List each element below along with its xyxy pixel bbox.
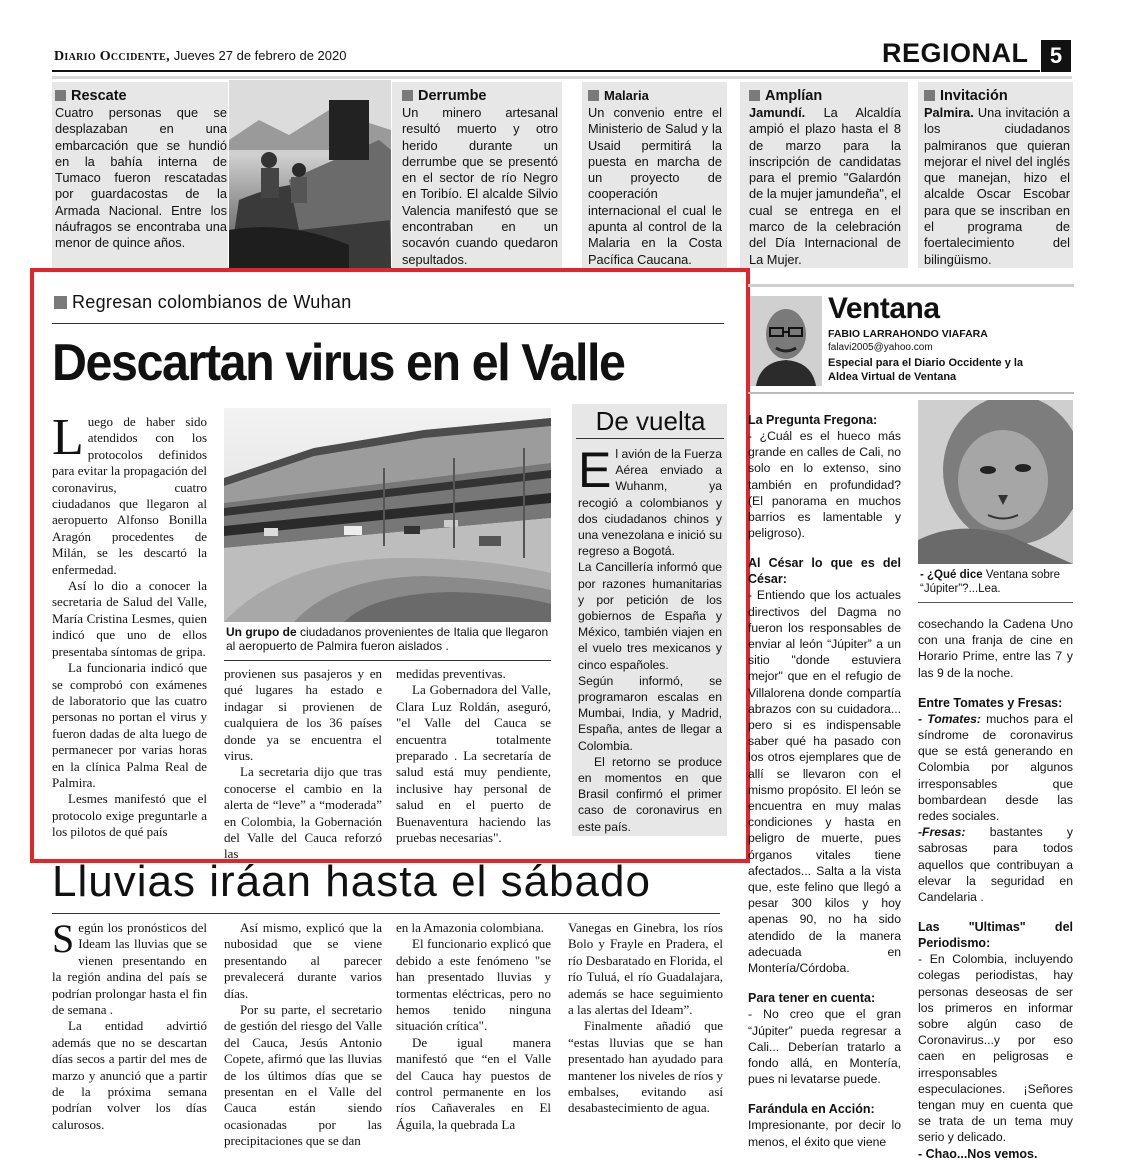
section-heading: La Pregunta Fregona: [748,413,878,427]
kicker-rule [52,323,724,324]
ventana-top-rule [748,284,1074,287]
paragraph: Impresionante, por decir lo menos, el éxito que viene [748,1118,901,1149]
header-rule [52,70,1040,72]
paragraph: Así lo dio a conocer la secretaria de Salud del Valle, María Cristina Lesmes, quien indicó que uno de ellos presentaba síntomas de gripa. [52,578,207,659]
caption-lead: Un grupo de [226,625,297,639]
square-bullet-icon [402,90,413,101]
lion-photo [918,400,1073,564]
paragraph: - Entiendo que los actuales directivos del Dagma no fueron los responsables de enviar al león “Júpiter” a un sitio "donde estuviera mejor" que en el refugio de Villalorena donde compartía abrazos con su cuidadora... pero si es indispensable saber qué ha pasado con los otros ejemplares que de allí se llevaron con el mismo propósito. El león se encuentra en muy malas condiciones y hasta en peligro de muerte, pues órganos vitales tiene afectados... Salta a la vista que, este felino que llegó a pesar 300 kilos y hoy apenas 90, no ha sido atendido de la manera adecuada en Montería/Córdoba. [748,588,901,976]
brief-title: Derrumbe [402,87,558,105]
paragraph: Así mismo, explicó que la nubosidad que se viene presentando al parecer prevalecerá durante varios días. [224,920,382,1001]
paragraph: La Cancillería informó que por razones humanitarias y por petición de los gobiernos de España y México, también viajen en el vuelo tres mexicanos y cinco españoles. [578,560,722,672]
brief-text: Una invitación a los ciudadanos palmiranos que quieran mejorar el nivel del inglés que manejan, hizo el alcalde Oscar Escobar para que se inscriban en el programa de foertalecimiento del bilingüismo. [924,105,1070,267]
brief-title: Rescate [55,87,227,105]
de-vuelta-text [578,442,722,835]
rescue-photo [229,80,391,268]
paragraph: medidas preventivas. [396,666,506,681]
square-bullet-icon [55,90,66,101]
de-vuelta-title: De vuelta [595,406,706,436]
dropcap: E [578,442,612,498]
main-headline: Descartan virus en el Valle [52,334,625,392]
paragraph: Vanegas en Ginebra, los ríos Bolo y Frayle en Pradera, el río Desbaratado en Florida, el río Tuluá, el río Guadalajara, además se hace seguimiento a las alertas del Ideam”. [568,920,723,1018]
brief-lead: Jamundí. [749,105,806,120]
ventana-author: FABIO LARRAHONDO VIAFARA [828,328,988,340]
boat-illustration [229,80,391,268]
brief-malaria [588,87,722,268]
byline-line: Especial para el Diario Occidente y la [828,357,1024,369]
paragraph: De igual manera manifestó que “en el Valle del Cauca hay puestos de control permanente en los ríos Cañaverales en El Águila, la quebrada La [396,1034,551,1132]
columnist-photo [750,296,822,386]
brief-title: Malaria [588,87,722,105]
rain-rule [52,913,720,914]
rain-col2 [224,920,382,1150]
dropcap: L [52,409,84,466]
brief-rescate [55,87,227,252]
section-heading: Farándula en Acción: [748,1102,875,1117]
ventana-title: Ventana [828,292,940,325]
paragraph: - En Colombia, incluyendo colegas periodistas, hay personas deseosas de ser los primeros en informar sobre algún caso de Coronavirus...y por eso caen en peligrosas e irresponsables especulaciones. ¡Señores tengan muy en cuenta que se trata de un tema muy serio y delicado. [918,952,1073,1145]
section-heading: Las "Ultimas" del Periodismo: [918,920,1073,951]
tag-tomates: - Tomates: [918,711,981,726]
issue-date: Jueves 27 de febrero de 2020 [173,48,347,63]
paragraph: l avión de la Fuerza Aérea enviado a Wuhanm, ya recogió a colombianos y dos ciudadanos chinos y una venezolana e inició su regreso a Bogotá. [578,447,722,559]
brief-lead: Palmira. [924,105,974,120]
square-bullet-icon [749,90,760,101]
paragraph: muchos para el síndrome de coronavirus que se está generando en Colombia por algunos irresponsables que bombardean desde las redes sociales. [918,711,1074,824]
paragraph: Lesmes manifestó que el protocolo exige preguntarle a los pilotos de qué país [52,791,207,840]
brief-title: Invitación [924,87,1070,105]
byline-line: Aldea Virtual de Ventana [828,371,957,383]
rain-col3 [396,920,551,1133]
caption-rule [224,660,551,661]
paragraph: - No creo que el gran “Júpiter” pueda regresar a Cali... Deberían tratarlo a fondo allá, en Montería, pues ni levatarse puede. [748,1007,901,1087]
paragraph: en la Amazonia colombiana. [396,920,545,935]
square-bullet-icon [924,90,935,101]
lion-caption [920,568,1074,596]
rain-col4 [568,920,723,1117]
paragraph: bastantes y sabrosas para todos aquellos que contribuyan a elevar la seguridad en Candelaria . [918,825,1073,905]
tag-fresas: -Fresas: [918,825,966,840]
ventana-byline [828,356,1023,384]
photo-caption [226,625,552,653]
lion-illustration [918,400,1073,564]
ventana-email: falavi2005@yahoo.com [828,342,933,353]
brief-text: La Alcaldía ampió el plazo hasta el 8 de marzo para la inscripción de candidatas para el premio "Galardón de la mujer jamundeña", el cual se entrega en el marco de la celebración del Día Internacional de La Mujer. [749,105,901,267]
section-title: REGIONAL [882,38,1029,68]
page-number: 5 [1041,40,1071,72]
ventana-col2 [918,616,1073,1162]
paragraph: La entidad advirtió además que no se descartan días secos a partir del mes de marzo y anunció que a partir de la próxima semana podrían volver los días calurosos. [52,1018,207,1132]
paragraph: La funcionaria indicó que se comprobó con exámenes de laboratorio que las cuatro personas no portan el virus y fueron dadas de alta luego de permanecer por varias horas en la clínica Palma Real de Palmira. [52,660,207,790]
section-heading: Al César lo que es del César: [748,556,901,587]
caption-text: ciudadanos provenientes de Italia que llegaron al aeropuerto de Palmira fueron aislados . [226,625,549,653]
airport-photo [224,408,551,622]
brief-text: Cuatro personas que se desplazaban en una embarcación que se hundió en la bahía interna de Tumaco fueron rescatadas por guardacostas de la Armada Nacional. Entre los náufragos se encontraba una menor de quince años. [55,105,227,251]
masthead [54,48,346,65]
paragraph: Finalmente añadió que “estas lluvias que se han presentado han ayudado para mantener los niveles de ríos y embalses, evitando así desabastecimiento de agua. [568,1018,723,1116]
main-col2 [224,666,382,863]
section-heading: Para tener en cuenta: [748,991,876,1006]
lion-caption-rule [918,602,1073,603]
paper-name: Diario Occidente, [54,49,170,64]
header-rule-light [52,76,1072,79]
brief-invitacion [924,87,1070,268]
airport-illustration [224,408,551,622]
ventana-rule [748,392,1074,394]
de-vuelta-rule [576,438,724,439]
brief-amplian [749,87,901,268]
caption-rest: Ventana sobre “Júpiter”?...Lea. [920,569,1060,595]
caption-prefix: - ¿Qué dice [920,569,983,581]
kicker: Regresan colombianos de Wuhan [54,292,352,313]
rain-headline: Lluvias iráan hasta el sábado [52,857,651,906]
paragraph: uego de haber sido atendidos con los protocolos definidos para evitar la propagación del coronavirus, cuatro ciudadanos que llegaron al aeropuerto Alfonso Bonilla Aragón procedentes de Milán, se les descartó la enfermedad. [52,414,207,577]
rain-col1 [52,916,207,1133]
paragraph: La Gobernadora del Valle, Clara Luz Roldán, aseguró, "el Valle del Cauca se encuentra totalmente preparado . La secretaría de salud está muy pendiente, inclusive hay personal de salud en el puerto de Buenaventura haciendo las pruebas necesarias". [396,682,551,846]
columnist-portrait-illustration [750,296,822,386]
paragraph: La secretaria dijo que tras conocerse el cambio en la alerta de “leve” a “moderada” en Colombia, la Gobernación del Valle del Cauca reforzó las [224,764,382,862]
square-bullet-icon [54,296,67,309]
paragraph: provienen sus pasajeros y en qué lugares ha estado e indagar si provienen de cualquiera de los 36 países donde ya se encuentra el virus. [224,666,382,764]
main-col1 [52,409,207,841]
brief-title: Amplían [749,87,901,105]
paragraph: El retorno se produce en momentos en que Brasil confirmó el primer caso de coronavirus en este país. [578,754,722,834]
paragraph: Según informó, se programaron escalas en Mumbai, India, y Madrid, España, antes de llegar a Colombia. [578,673,722,753]
section-heading: Entre Tomates y Fresas: [918,695,1063,710]
paragraph: - ¿Cuál es el hueco más grande en calles de Cali, no solo en lo extenso, sino también en profundidad? (El panorama en muchos barrios es lamentable y peligroso). [748,429,901,541]
paragraph: Por su parte, el secretario de gestión del riesgo del Valle del Cauca, Jesús Antonio Copete, afirmó que las lluvias de los últimos días que se presentan en el Valle del Cauca están siendo ocasionadas por las precipitaciones que se dan [224,1002,382,1149]
paragraph: egún los pronósticos del Ideam las lluvias que se vienen presentando en la región andina del país se podrían prolongar hasta el fin de semana . [52,920,207,1018]
paragraph: cosechando la Cadena Uno con una franja de cine en Horario Prime, entre las 7 y las 9 de la noche. [918,617,1073,680]
brief-text: Un minero artesanal resultó muerto y otro herido durante un derrumbe que se presentó en el sector de río Negro en Toribío. El alcalde Silvio Valencia manifestó que se encontraban en un socavón cuando quedaron sepultados. [402,105,558,267]
sign-off: - Chao...Nos vemos. [918,1146,1038,1161]
paragraph: El funcionario explicó que debido a este fenómeno "se han presentado lluvias y tormentas eléctricas, pero no hemos tenido ninguna situación crítica". [396,936,551,1034]
square-bullet-icon [588,90,599,101]
ventana-col1 [748,412,901,1150]
dropcap: S [52,916,75,961]
brief-derrumbe [402,87,558,268]
brief-text: Un convenio entre el Ministerio de Salud y la Usaid permitirá la puesta en marcha de un proyecto de cooperación internacional el cual le apunta al control de la Malaria en la Costa Pacífica Caucana. [588,105,722,267]
main-col3 [396,666,551,846]
